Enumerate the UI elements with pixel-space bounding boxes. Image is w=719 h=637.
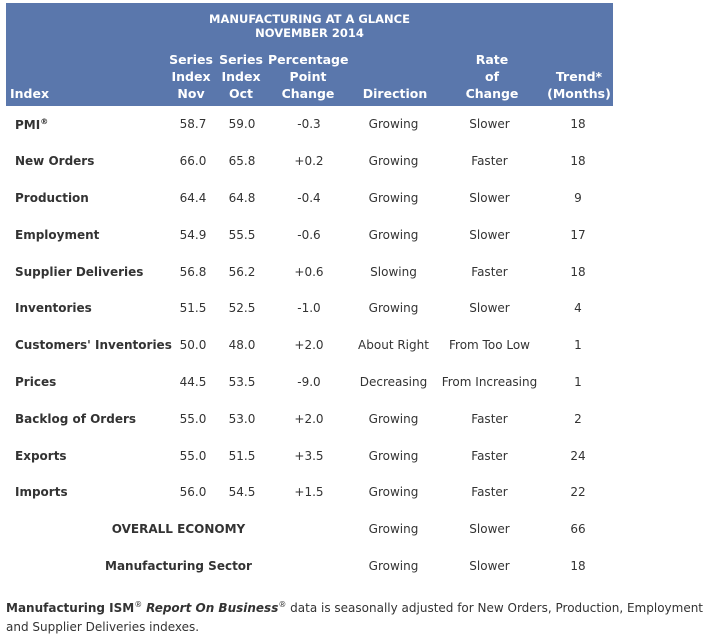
- row-index-label: Imports: [15, 485, 68, 500]
- col-header-trend: Trend* (Months): [547, 69, 611, 101]
- footnote-report-name: Report On Business: [146, 601, 279, 615]
- cell-change: -1.0: [297, 301, 321, 316]
- summary-label: OVERALL ECONOMY: [111, 522, 246, 537]
- cell-direction: Growing: [368, 117, 419, 132]
- row-index-label: Exports: [15, 448, 67, 463]
- footnote-part-1: Manufacturing ISM: [6, 601, 135, 615]
- cell-trend: 9: [574, 190, 582, 205]
- cell-trend: 2: [574, 411, 582, 426]
- table-row: [6, 400, 613, 437]
- cell-nov: 66.0: [179, 154, 207, 169]
- footnote-part-3: data is seasonally adjusted for New Orders, Production, Employment and Supplier Deliveries indexes.: [6, 601, 704, 634]
- col-header-rate: Rate of Change: [465, 52, 519, 101]
- cell-change: +0.2: [294, 154, 324, 169]
- summary-label: Manufacturing Sector: [105, 558, 252, 573]
- cell-rate: Slower: [469, 558, 510, 573]
- cell-rate: Slower: [469, 190, 510, 205]
- cell-nov: 50.0: [179, 338, 207, 353]
- row-index-label: Backlog of Orders: [15, 411, 137, 426]
- table-body: [6, 106, 613, 584]
- cell-rate: Slower: [469, 522, 510, 537]
- table-row: [6, 180, 613, 217]
- cell-direction: Growing: [368, 301, 419, 316]
- cell-rate: Faster: [471, 485, 508, 500]
- col-header-oct: Series Index Oct: [219, 52, 263, 101]
- col-header-change: Percentage Point Change: [268, 52, 349, 101]
- table-row: [6, 143, 613, 180]
- row-index-label: PMI®: [15, 116, 49, 132]
- cell-oct: 59.0: [228, 117, 256, 132]
- cell-nov: 51.5: [179, 301, 207, 316]
- cell-trend: 1: [574, 338, 582, 353]
- cell-direction: Growing: [368, 485, 419, 500]
- table-row: [6, 364, 613, 401]
- row-index-label: Employment: [15, 227, 100, 242]
- row-index-label: Prices: [15, 374, 57, 389]
- cell-oct: 55.5: [228, 227, 256, 242]
- cell-oct: 56.2: [228, 264, 256, 279]
- table-row: [6, 290, 613, 327]
- row-index-label: Production: [15, 190, 89, 205]
- summary-row: [6, 511, 613, 548]
- cell-nov: 54.9: [179, 227, 207, 242]
- cell-nov: 55.0: [179, 448, 207, 463]
- table-row: [6, 327, 613, 364]
- col-header-nov: Series Index Nov: [169, 52, 213, 101]
- cell-direction: Growing: [368, 190, 419, 205]
- cell-change: +3.5: [294, 448, 324, 463]
- cell-oct: 53.5: [228, 374, 256, 389]
- cell-rate: From Too Low: [449, 338, 530, 353]
- manufacturing-table: [6, 3, 613, 584]
- cell-oct: 65.8: [228, 154, 256, 169]
- cell-trend: 18: [570, 264, 586, 279]
- cell-change: -0.3: [297, 117, 321, 132]
- cell-direction: Slowing: [370, 264, 417, 279]
- title-line-2: NOVEMBER 2014: [255, 26, 364, 40]
- cell-oct: 53.0: [228, 411, 256, 426]
- cell-direction: Growing: [368, 448, 419, 463]
- cell-direction: Decreasing: [359, 374, 428, 389]
- cell-oct: 52.5: [228, 301, 256, 316]
- cell-nov: 56.0: [179, 485, 207, 500]
- cell-rate: Slower: [469, 117, 510, 132]
- summary-row: [6, 548, 613, 585]
- cell-change: +0.6: [294, 264, 324, 279]
- cell-nov: 64.4: [179, 190, 207, 205]
- table-row: [6, 106, 613, 143]
- cell-trend: 22: [570, 485, 586, 500]
- cell-trend: 24: [570, 448, 586, 463]
- table-row: [6, 253, 613, 290]
- cell-change: +1.5: [294, 485, 324, 500]
- cell-rate: Faster: [471, 154, 508, 169]
- cell-trend: 17: [570, 227, 586, 242]
- table-header: [6, 3, 613, 106]
- cell-rate: Faster: [471, 448, 508, 463]
- cell-change: +2.0: [294, 338, 324, 353]
- cell-direction: Growing: [368, 558, 419, 573]
- cell-nov: 56.8: [179, 264, 207, 279]
- cell-trend: 18: [570, 117, 586, 132]
- cell-nov: 58.7: [179, 117, 207, 132]
- cell-nov: 55.0: [179, 411, 207, 426]
- table-row: [6, 474, 613, 511]
- cell-trend: 18: [570, 558, 586, 573]
- cell-trend: 66: [570, 522, 586, 537]
- cell-change: +2.0: [294, 411, 324, 426]
- table-title: [6, 3, 613, 40]
- cell-nov: 44.5: [179, 374, 207, 389]
- col-header-index: Index: [10, 86, 50, 101]
- row-index-label: Supplier Deliveries: [15, 264, 144, 279]
- cell-rate: Slower: [469, 301, 510, 316]
- cell-trend: 1: [574, 374, 582, 389]
- cell-change: -0.4: [297, 190, 321, 205]
- row-index-label: New Orders: [15, 154, 95, 169]
- cell-oct: 51.5: [228, 448, 256, 463]
- table-row: [6, 437, 613, 474]
- footnote: Manufacturing ISM® Report On Business® data is seasonally adjusted for New Orders, Production, Employment and Supplier Deliveries indexes.: [6, 600, 704, 634]
- title-line-1: MANUFACTURING AT A GLANCE: [209, 12, 410, 26]
- table-row: [6, 216, 613, 253]
- row-index-label: Customers' Inventories: [15, 338, 172, 353]
- cell-change: -9.0: [297, 374, 321, 389]
- cell-direction: Growing: [368, 522, 419, 537]
- cell-oct: 64.8: [228, 190, 256, 205]
- cell-rate: Faster: [471, 411, 508, 426]
- cell-rate: Slower: [469, 227, 510, 242]
- cell-rate: From Increasing: [441, 374, 538, 389]
- cell-oct: 48.0: [228, 338, 256, 353]
- cell-direction: About Right: [358, 338, 429, 353]
- cell-trend: 4: [574, 301, 582, 316]
- cell-trend: 18: [570, 154, 586, 169]
- cell-rate: Faster: [471, 264, 508, 279]
- col-header-direction: Direction: [362, 86, 428, 101]
- cell-oct: 54.5: [228, 485, 256, 500]
- cell-direction: Growing: [368, 411, 419, 426]
- row-index-label: Inventories: [15, 301, 92, 316]
- cell-direction: Growing: [368, 154, 419, 169]
- cell-change: -0.6: [297, 227, 321, 242]
- cell-direction: Growing: [368, 227, 419, 242]
